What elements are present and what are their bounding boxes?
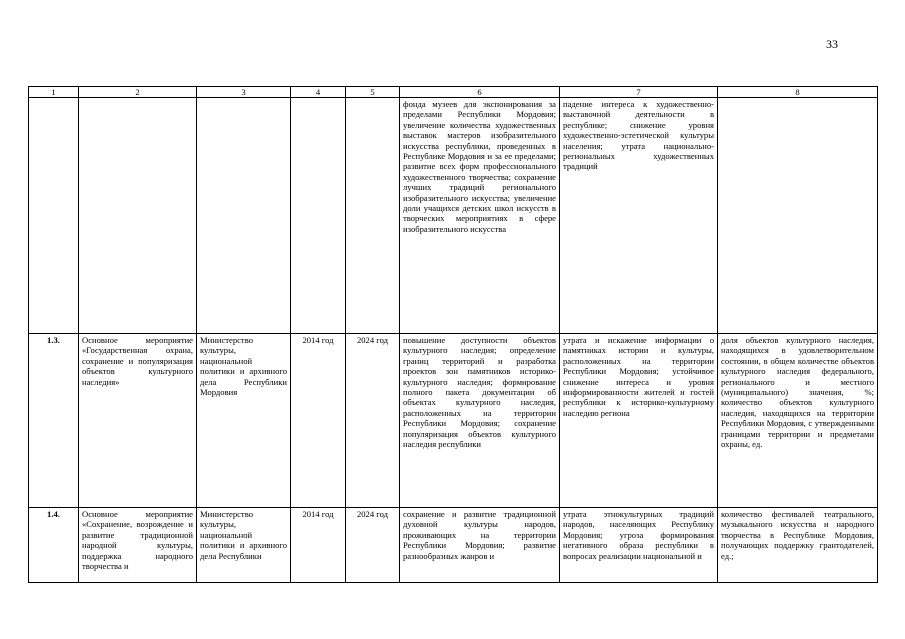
expected-results: повышение доступности объектов культурного наследия; определение границ территорий и разработка проектов зон памятников историко-культурного наследия; формирование полного пакета документации об объектах культурного наследия, расположенных на территории Республики Мордовия; сохранение популяризация объектов культурного наследия республики: [400, 334, 560, 508]
indicators: количество фестивалей театрального, музыкального искусства и народного творчества в Республике Мордовия, получающих поддержку грантодателей, ед.;: [718, 508, 878, 583]
expected-results: сохранение и развитие традиционной духовной культуры народов, проживающих на территории Республики Мордовия; развитие разнообразных жанров и: [400, 508, 560, 583]
header-cell: 4: [291, 87, 346, 98]
risks: утрата этнокультурных традиций народов, населяющих Республику Мордовия; угроза формирования негативного образа республики в вопросах реализации национальной и: [560, 508, 718, 583]
header-cell: 3: [197, 87, 291, 98]
page-number: 33: [826, 37, 838, 51]
table-row: [29, 98, 878, 334]
measures-table: [28, 86, 878, 583]
end-year: 2024 год: [346, 334, 400, 508]
table-row: [29, 334, 878, 508]
row-number: 1.3.: [29, 334, 79, 508]
start-year: 2014 год: [291, 334, 346, 508]
end-year: 2024 год: [346, 508, 400, 583]
measure-name: Основное мероприятие «Сохранение, возрождение и развитие традиционной народной культуры, поддержка народного творчества и: [79, 508, 197, 583]
header-cell: 5: [346, 87, 400, 98]
end-year: [346, 98, 400, 334]
header-cell: 6: [400, 87, 560, 98]
header-cell: 7: [560, 87, 718, 98]
indicators: [718, 98, 878, 334]
row-number: [29, 98, 79, 334]
header-cell: 2: [79, 87, 197, 98]
measure-name: [79, 98, 197, 334]
indicators: доля объектов культурного наследия, находящихся в удовлетворительном состоянии, в общем количестве объектов культурного наследия федерального, регионального и местного (муниципального) значения, %; количество объектов культурного наследия, находящихся на территории Республики Мордовия, с утвержденными границами территории и предметами охраны, ед.: [718, 334, 878, 508]
executor: [197, 98, 291, 334]
header-cell: 1: [29, 87, 79, 98]
executor: Министерство культуры, национальной политики и архивного дела Республики: [197, 508, 291, 583]
row-number: 1.4.: [29, 508, 79, 583]
start-year: [291, 98, 346, 334]
risks: падение интереса к художественно-выставочной деятельности в республике; снижение уровня художественно-эстетической культуры населения; утрата национально-региональных художественных традиций: [560, 98, 718, 334]
executor: Министерство культуры, национальной политики и архивного дела Республики Мордовия: [197, 334, 291, 508]
measure-name: Основное мероприятие «Государственная охрана, сохранение и популяризация объектов культурного наследия»: [79, 334, 197, 508]
header-row: [29, 87, 878, 98]
risks: утрата и искажение информации о памятниках истории и культуры, расположенных на территории Республики Мордовия; устойчивое снижение интереса и уровня информированности жителей и гостей республики к историко-культурному наследию региона: [560, 334, 718, 508]
expected-results: фонда музеев для экспонирования за пределами Республики Мордовия; увеличение количества художественных выставок мастеров изобразительного искусства республики, проведенных в Республике Мордовия и за ее пределами; развитие всех форм профессионального художественного творчества; сохранение лучших традиций регионального изобразительного искусства; увеличение доли учащихся детских школ искусств в творческих мероприятиях в сфере изобразительного искусства: [400, 98, 560, 334]
header-cell: 8: [718, 87, 878, 98]
start-year: 2014 год: [291, 508, 346, 583]
table-row: [29, 508, 878, 583]
